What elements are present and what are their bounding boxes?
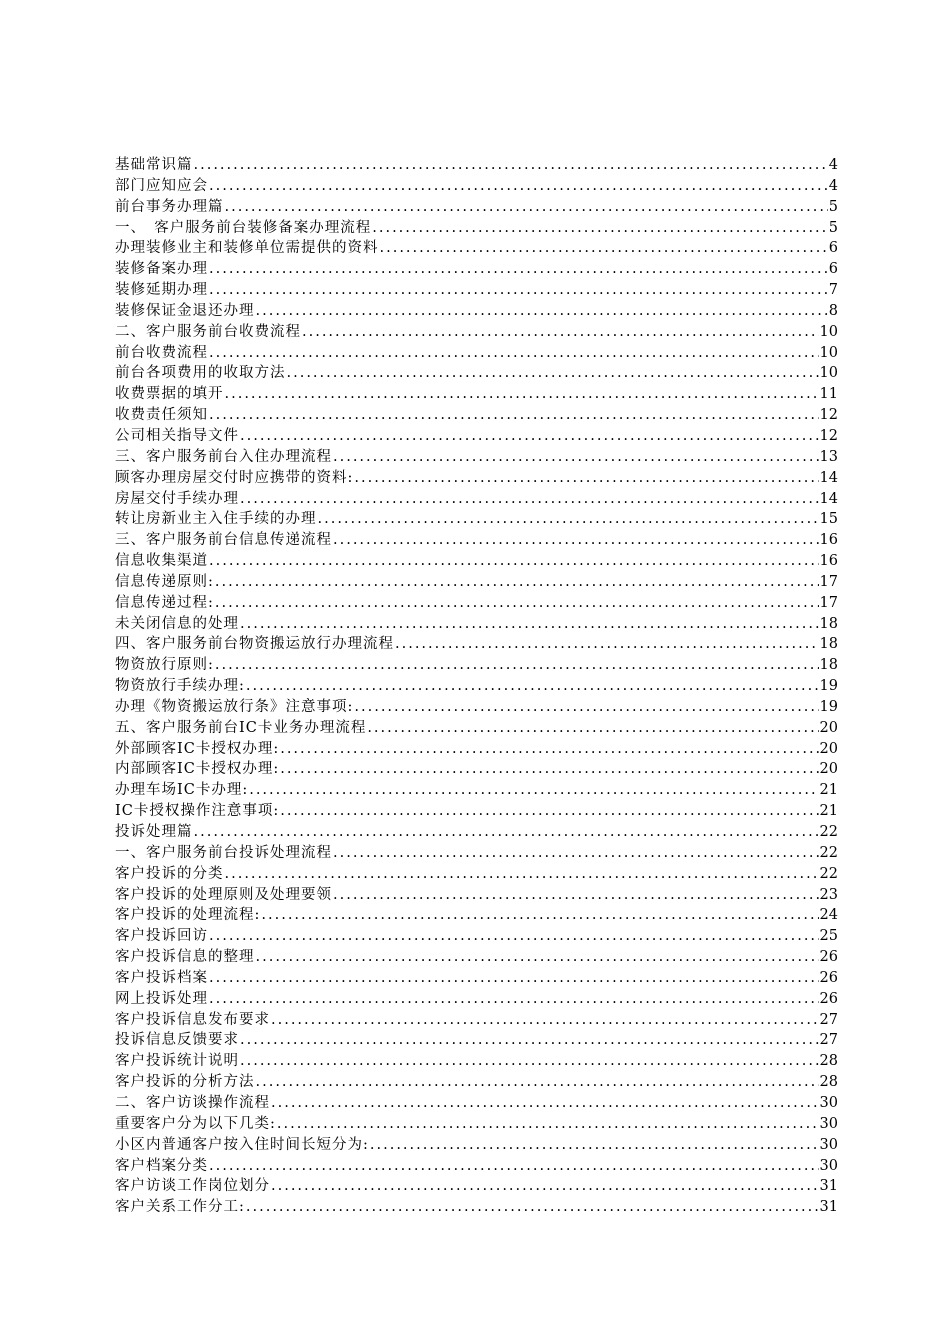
toc-dot-leader: [302, 322, 819, 343]
toc-dot-leader: [280, 801, 818, 822]
toc-dot-leader: [209, 176, 828, 197]
toc-entry-title: 客户投诉的分析方法: [115, 1074, 255, 1091]
toc-entry[interactable]: [115, 822, 838, 843]
toc-entry[interactable]: [115, 176, 838, 197]
toc-entry-page-number: 16: [819, 532, 838, 549]
toc-entry-title: 客户访谈工作岗位划分: [115, 1178, 270, 1195]
toc-entry[interactable]: [115, 1010, 838, 1031]
toc-entry-title: 收费责任须知: [115, 407, 208, 424]
toc-entry-page-number: 22: [819, 865, 838, 882]
toc-entry-title: 客户投诉回访: [115, 928, 208, 945]
toc-entry-title: 客户投诉统计说明: [115, 1053, 239, 1070]
toc-entry-page-number: 18: [819, 636, 838, 653]
toc-entry-page-number: 25: [819, 928, 838, 945]
toc-entry[interactable]: [115, 655, 838, 676]
toc-dot-leader: [277, 1114, 819, 1135]
toc-entry-title: 办理车场IC卡办理:: [115, 782, 249, 799]
toc-dot-leader: [271, 1010, 819, 1031]
toc-entry-page-number: 31: [819, 1199, 838, 1216]
toc-entry-page-number: 11: [819, 386, 838, 403]
toc-dot-leader: [240, 1051, 819, 1072]
toc-entry-page-number: 8: [828, 302, 838, 319]
toc-entry-page-number: 5: [828, 198, 838, 215]
toc-entry-title: 办理装修业主和装修单位需提供的资料: [115, 240, 379, 257]
toc-dot-leader: [240, 489, 819, 510]
toc-dot-leader: [333, 885, 819, 906]
toc-dot-leader: [225, 384, 819, 405]
toc-entry-title: 办理《物资搬运放行条》注意事项:: [115, 698, 354, 715]
toc-entry-page-number: 14: [819, 469, 838, 486]
toc-dot-leader: [354, 697, 818, 718]
toc-entry-title: 三、客户服务前台入住办理流程: [115, 448, 332, 465]
toc-entry-title: 二、客户服务前台收费流程: [115, 323, 301, 340]
toc-entry[interactable]: [115, 509, 838, 530]
toc-entry-page-number: 16: [819, 553, 838, 570]
toc-entry[interactable]: [115, 614, 838, 635]
toc-entry-title: 客户投诉信息发布要求: [115, 1011, 270, 1028]
toc-entry[interactable]: [115, 363, 838, 384]
toc-entry[interactable]: [115, 384, 838, 405]
toc-entry-page-number: 19: [819, 678, 838, 695]
toc-entry-page-number: 28: [819, 1074, 838, 1091]
toc-entry[interactable]: [115, 1030, 838, 1051]
toc-entry-title: 二、客户访谈操作流程: [115, 1094, 270, 1111]
toc-entry[interactable]: [115, 405, 838, 426]
toc-entry-title: 一、客户服务前台投诉处理流程: [115, 844, 332, 861]
toc-entry[interactable]: [115, 739, 838, 760]
toc-entry[interactable]: [115, 155, 838, 176]
toc-entry-title: 部门应知应会: [115, 177, 208, 194]
toc-entry-title: 基础常识篇: [115, 157, 193, 173]
toc-dot-leader: [240, 426, 819, 447]
toc-entry-page-number: 12: [819, 407, 838, 424]
toc-dot-leader: [240, 1030, 819, 1051]
toc-dot-leader: [209, 280, 828, 301]
toc-dot-leader: [256, 947, 819, 968]
toc-entry-page-number: 24: [819, 907, 838, 924]
toc-dot-leader: [333, 843, 819, 864]
toc-entry-page-number: 30: [819, 1115, 838, 1132]
toc-entry[interactable]: [115, 1114, 838, 1135]
toc-entry-title: 投诉信息反馈要求: [115, 1032, 239, 1049]
toc-entry-title: 小区内普通客户按入住时间长短分为:: [115, 1136, 369, 1153]
toc-entry-page-number: 23: [819, 886, 838, 903]
toc-entry-page-number: 4: [828, 157, 838, 173]
toc-entry-title: 顾客办理房屋交付时应携带的资料:: [115, 469, 354, 486]
toc-entry-page-number: 31: [819, 1178, 838, 1195]
toc-entry-page-number: 14: [819, 490, 838, 507]
toc-dot-leader: [271, 1093, 819, 1114]
toc-dot-leader: [271, 1176, 819, 1197]
toc-entry[interactable]: [115, 1093, 838, 1114]
toc-entry[interactable]: [115, 1135, 838, 1156]
toc-entry-title: 客户投诉的分类: [115, 865, 224, 882]
toc-entry-page-number: 20: [819, 740, 838, 757]
toc-dot-leader: [318, 509, 819, 530]
toc-entry[interactable]: [115, 718, 838, 739]
toc-entry-title: 内部顾客IC卡授权办理:: [115, 761, 280, 778]
toc-entry-page-number: 22: [819, 844, 838, 861]
toc-entry-title: 客户关系工作分工:: [115, 1199, 245, 1216]
toc-dot-leader: [209, 989, 819, 1010]
toc-dot-leader: [240, 614, 819, 635]
toc-entry-title: 重要客户分为以下几类:: [115, 1115, 276, 1132]
toc-entry[interactable]: [115, 259, 838, 280]
toc-dot-leader: [209, 1156, 819, 1177]
toc-entry[interactable]: [115, 947, 838, 968]
toc-entry[interactable]: [115, 343, 838, 364]
toc-entry[interactable]: [115, 551, 838, 572]
toc-entry-title: 装修延期办理: [115, 282, 208, 299]
toc-dot-leader: [215, 593, 819, 614]
toc-entry-page-number: 18: [819, 657, 838, 674]
toc-entry-page-number: 30: [819, 1094, 838, 1111]
toc-entry-page-number: 21: [819, 803, 838, 820]
toc-entry-page-number: 27: [819, 1011, 838, 1028]
toc-entry-page-number: 26: [819, 949, 838, 966]
toc-entry[interactable]: [115, 864, 838, 885]
toc-entry-title: 客户档案分类: [115, 1157, 208, 1174]
toc-dot-leader: [354, 468, 818, 489]
toc-entry-title: 前台事务办理篇: [115, 198, 224, 215]
toc-entry[interactable]: [115, 676, 838, 697]
toc-entry[interactable]: [115, 989, 838, 1010]
toc-entry-page-number: 26: [819, 969, 838, 986]
toc-entry[interactable]: [115, 1156, 838, 1177]
toc-dot-leader: [280, 759, 818, 780]
toc-dot-leader: [367, 718, 818, 739]
toc-entry-title: 前台收费流程: [115, 344, 208, 361]
toc-entry[interactable]: [115, 218, 838, 239]
toc-entry-page-number: 13: [819, 448, 838, 465]
toc-entry[interactable]: [115, 1072, 838, 1093]
toc-dot-leader: [209, 551, 819, 572]
toc-entry[interactable]: [115, 530, 838, 551]
toc-entry[interactable]: [115, 759, 838, 780]
toc-entry-page-number: 21: [819, 782, 838, 799]
toc-dot-leader: [256, 301, 828, 322]
toc-dot-leader: [209, 259, 828, 280]
toc-entry-title: 网上投诉处理: [115, 990, 208, 1007]
toc-entry-title: 投诉处理篇: [115, 824, 193, 840]
toc-entry[interactable]: [115, 926, 838, 947]
toc-entry-page-number: 6: [828, 240, 838, 257]
toc-entry-title: 客户投诉的处理原则及处理要领: [115, 886, 332, 903]
toc-dot-leader: [194, 822, 819, 843]
toc-entry-title: 物资放行手续办理:: [115, 678, 245, 695]
toc-entry[interactable]: [115, 1197, 838, 1218]
toc-entry-title: 四、客户服务前台物资搬运放行办理流程: [115, 636, 394, 653]
toc-dot-leader: [256, 1072, 819, 1093]
toc-entry-title: 客户投诉信息的整理: [115, 949, 255, 966]
toc-entry[interactable]: [115, 593, 838, 614]
toc-entry[interactable]: [115, 697, 838, 718]
toc-entry-title: 未关闭信息的处理: [115, 615, 239, 632]
toc-dot-leader: [225, 197, 828, 218]
toc-dot-leader: [194, 155, 828, 176]
toc-entry-page-number: 6: [828, 261, 838, 278]
toc-dot-leader: [209, 405, 819, 426]
toc-entry-page-number: 12: [819, 427, 838, 444]
toc-dot-leader: [333, 447, 819, 468]
toc-entry[interactable]: [115, 801, 838, 822]
toc-entry-title: 三、客户服务前台信息传递流程: [115, 532, 332, 549]
toc-entry[interactable]: [115, 572, 838, 593]
toc-dot-leader: [261, 905, 818, 926]
toc-entry-title: 信息传递原则:: [115, 573, 214, 590]
toc-entry-title: 信息传递过程:: [115, 594, 214, 611]
toc-entry[interactable]: [115, 905, 838, 926]
toc-entry-page-number: 30: [819, 1136, 838, 1153]
toc-entry-title: 信息收集渠道: [115, 553, 208, 570]
toc-dot-leader: [246, 676, 819, 697]
toc-entry-title: 转让房新业主入住手续的办理: [115, 511, 317, 528]
toc-entry[interactable]: [115, 489, 838, 510]
toc-entry[interactable]: [115, 447, 838, 468]
toc-entry[interactable]: [115, 843, 838, 864]
toc-entry-title: 一、 客户服务前台装修备案办理流程: [115, 219, 372, 236]
toc-entry[interactable]: [115, 322, 838, 343]
toc-entry[interactable]: [115, 280, 838, 301]
toc-entry-page-number: 10: [819, 323, 838, 340]
toc-entry-title: 收费票据的填开: [115, 386, 224, 403]
toc-dot-leader: [209, 926, 819, 947]
toc-entry-page-number: 17: [819, 594, 838, 611]
toc-entry-page-number: 10: [819, 365, 838, 382]
toc-entry[interactable]: [115, 780, 838, 801]
toc-dot-leader: [215, 655, 819, 676]
toc-entry-page-number: 28: [819, 1053, 838, 1070]
toc-dot-leader: [372, 218, 828, 239]
toc-entry-page-number: 19: [819, 698, 838, 715]
toc-dot-leader: [225, 864, 819, 885]
toc-entry[interactable]: [115, 426, 838, 447]
toc-entry-title: 客户投诉档案: [115, 969, 208, 986]
toc-dot-leader: [380, 238, 828, 259]
toc-entry-page-number: 10: [819, 344, 838, 361]
table-of-contents: [115, 155, 838, 1218]
toc-entry-page-number: 17: [819, 573, 838, 590]
toc-entry-title: 外部顾客IC卡授权办理:: [115, 740, 280, 757]
toc-entry-page-number: 18: [819, 615, 838, 632]
toc-entry[interactable]: [115, 1051, 838, 1072]
toc-entry[interactable]: [115, 968, 838, 989]
toc-entry-page-number: 15: [819, 511, 838, 528]
toc-entry[interactable]: [115, 301, 838, 322]
toc-entry-page-number: 22: [819, 824, 838, 840]
toc-entry-title: 装修保证金退还办理: [115, 302, 255, 319]
toc-entry-title: 五、客户服务前台IC卡业务办理流程: [115, 719, 367, 736]
toc-entry-page-number: 20: [819, 719, 838, 736]
toc-entry-page-number: 30: [819, 1157, 838, 1174]
toc-entry-page-number: 4: [828, 177, 838, 194]
toc-dot-leader: [370, 1135, 819, 1156]
toc-dot-leader: [333, 530, 819, 551]
toc-entry[interactable]: [115, 468, 838, 489]
toc-entry-page-number: 7: [828, 282, 838, 299]
toc-entry-page-number: 27: [819, 1032, 838, 1049]
toc-entry[interactable]: [115, 634, 838, 655]
toc-dot-leader: [280, 739, 818, 760]
toc-dot-leader: [246, 1197, 819, 1218]
toc-entry[interactable]: [115, 238, 838, 259]
toc-entry[interactable]: [115, 1176, 838, 1197]
toc-dot-leader: [249, 780, 818, 801]
toc-dot-leader: [215, 572, 819, 593]
toc-entry-title: IC卡授权操作注意事项:: [115, 803, 280, 820]
toc-entry-page-number: 26: [819, 990, 838, 1007]
toc-entry-title: 客户投诉的处理流程:: [115, 907, 261, 924]
toc-entry-title: 公司相关指导文件: [115, 427, 239, 444]
toc-entry-title: 房屋交付手续办理: [115, 490, 239, 507]
toc-entry[interactable]: [115, 885, 838, 906]
toc-dot-leader: [287, 363, 819, 384]
toc-entry-page-number: 20: [819, 761, 838, 778]
toc-entry-page-number: 5: [828, 219, 838, 236]
toc-dot-leader: [395, 634, 819, 655]
toc-entry-title: 前台各项费用的收取方法: [115, 365, 286, 382]
toc-entry-title: 装修备案办理: [115, 261, 208, 278]
toc-entry-title: 物资放行原则:: [115, 657, 214, 674]
toc-dot-leader: [209, 343, 819, 364]
toc-entry[interactable]: [115, 197, 838, 218]
toc-dot-leader: [209, 968, 819, 989]
